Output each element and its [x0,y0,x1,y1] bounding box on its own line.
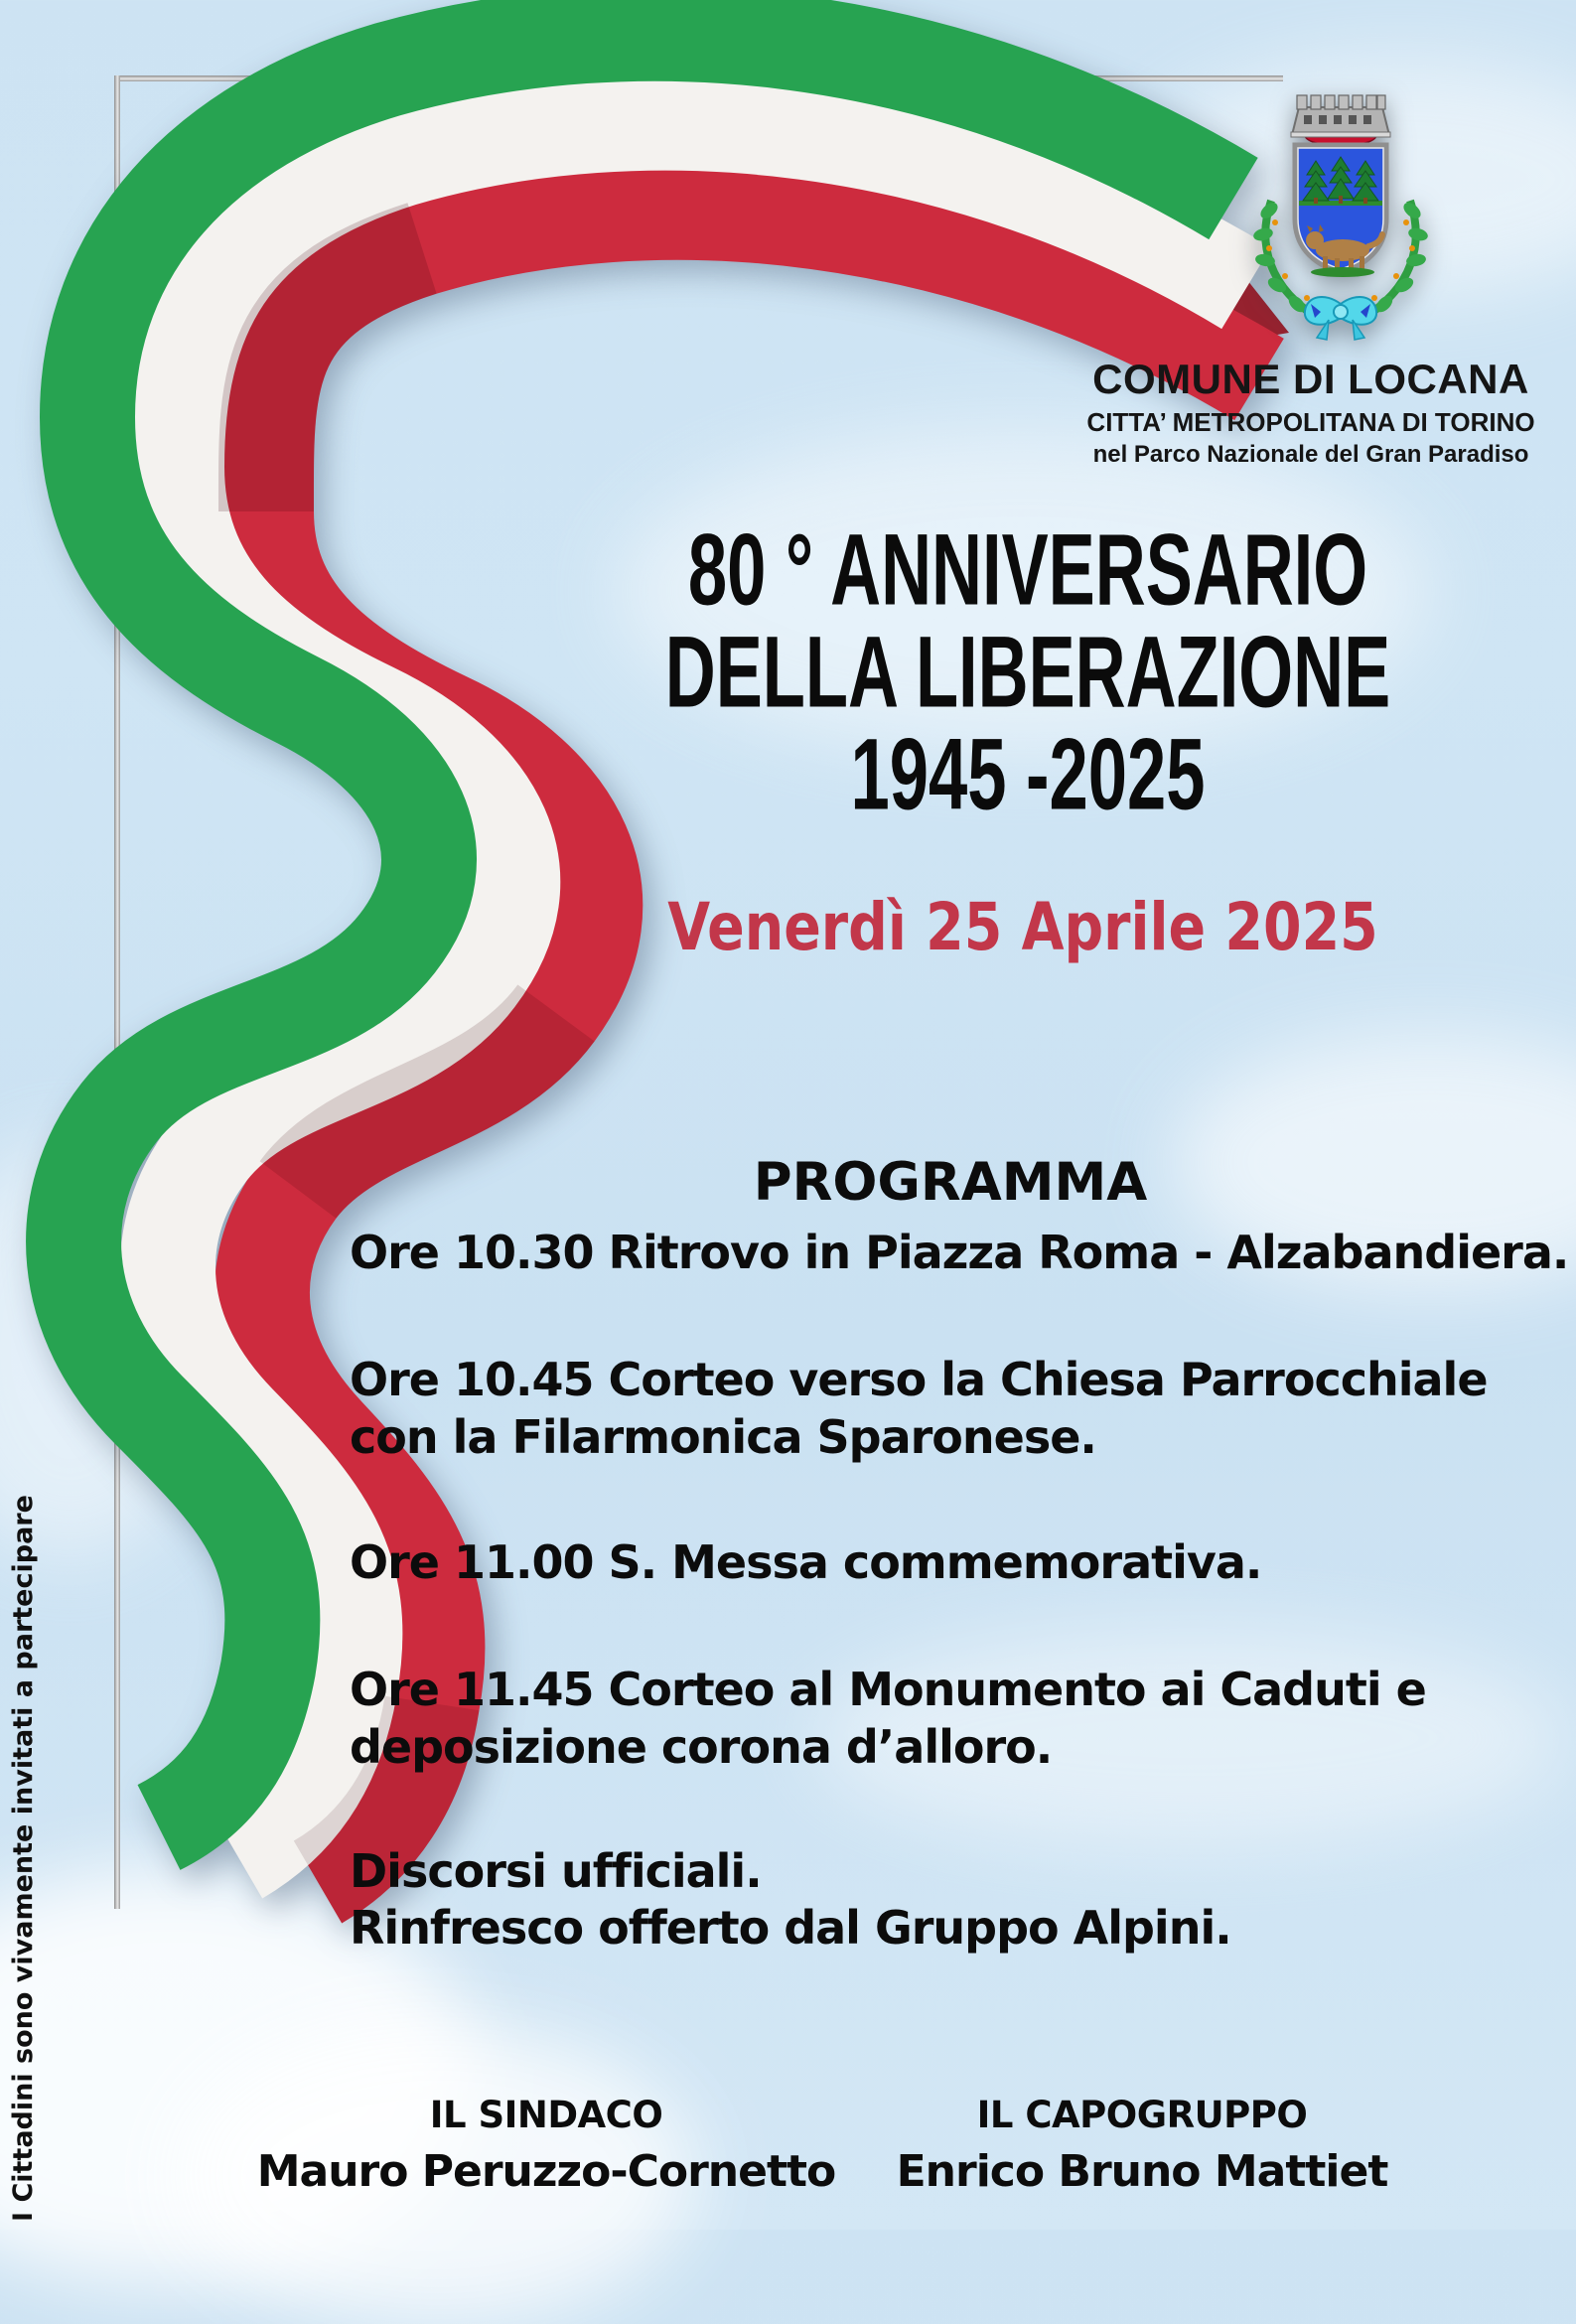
signatures-row [248,2094,1440,2197]
event-date: Venerdì 25 Aprile 2025 [667,889,1378,965]
program-section [350,1152,1576,1955]
ribbon-bow-icon [1305,297,1376,340]
shield-icon [1295,145,1386,277]
side-note-vertical: I Cittadini sono vivamente invitati a partecipare [8,1495,39,2222]
ribbon-shadow [266,248,422,511]
page-title [477,511,1576,831]
municipal-crest [1241,81,1440,344]
title-line-1: 80 ° ANNIVERSARIO [687,511,1368,627]
title-line-2: DELLA LIBERAZIONE [664,614,1391,729]
signature-mayor [248,2094,844,2197]
signature-role: IL SINDACO [429,2094,663,2136]
municipality-subtitle: CITTA’ METROPOLITANA DI TORINO [1086,407,1535,437]
program-item: Ore 10.45 Corteo verso la Chiesa Parrocchiale con la Filarmonica Sparonese. [350,1353,1488,1464]
signature-name: Enrico Bruno Mattiet [896,2146,1388,2197]
program-item: Discorsi ufficiali. [350,1844,762,1898]
program-item: Ore 11.45 Corteo al Monumento ai Caduti e deposizione corona d’alloro. [350,1663,1426,1774]
signature-role: IL CAPOGRUPPO [976,2094,1308,2136]
municipality-block [1053,356,1569,469]
municipality-name: COMUNE DI LOCANA [1092,356,1529,402]
title-line-3: 1945 -2025 [850,716,1206,831]
program-item: Ore 11.00 S. Messa commemorativa. [350,1535,1262,1589]
mural-crown-icon [1291,95,1390,146]
signature-name: Mauro Peruzzo-Cornetto [256,2146,836,2197]
municipality-park: nel Parco Nazionale del Gran Paradiso [1092,441,1529,468]
signature-group-leader [844,2094,1440,2197]
program-item: Ore 10.30 Ritrovo in Piazza Roma - Alzabandiera. [350,1226,1569,1279]
program-item: Rinfresco offerto dal Gruppo Alpini. [350,1901,1231,1955]
program-heading: PROGRAMMA [753,1152,1148,1213]
